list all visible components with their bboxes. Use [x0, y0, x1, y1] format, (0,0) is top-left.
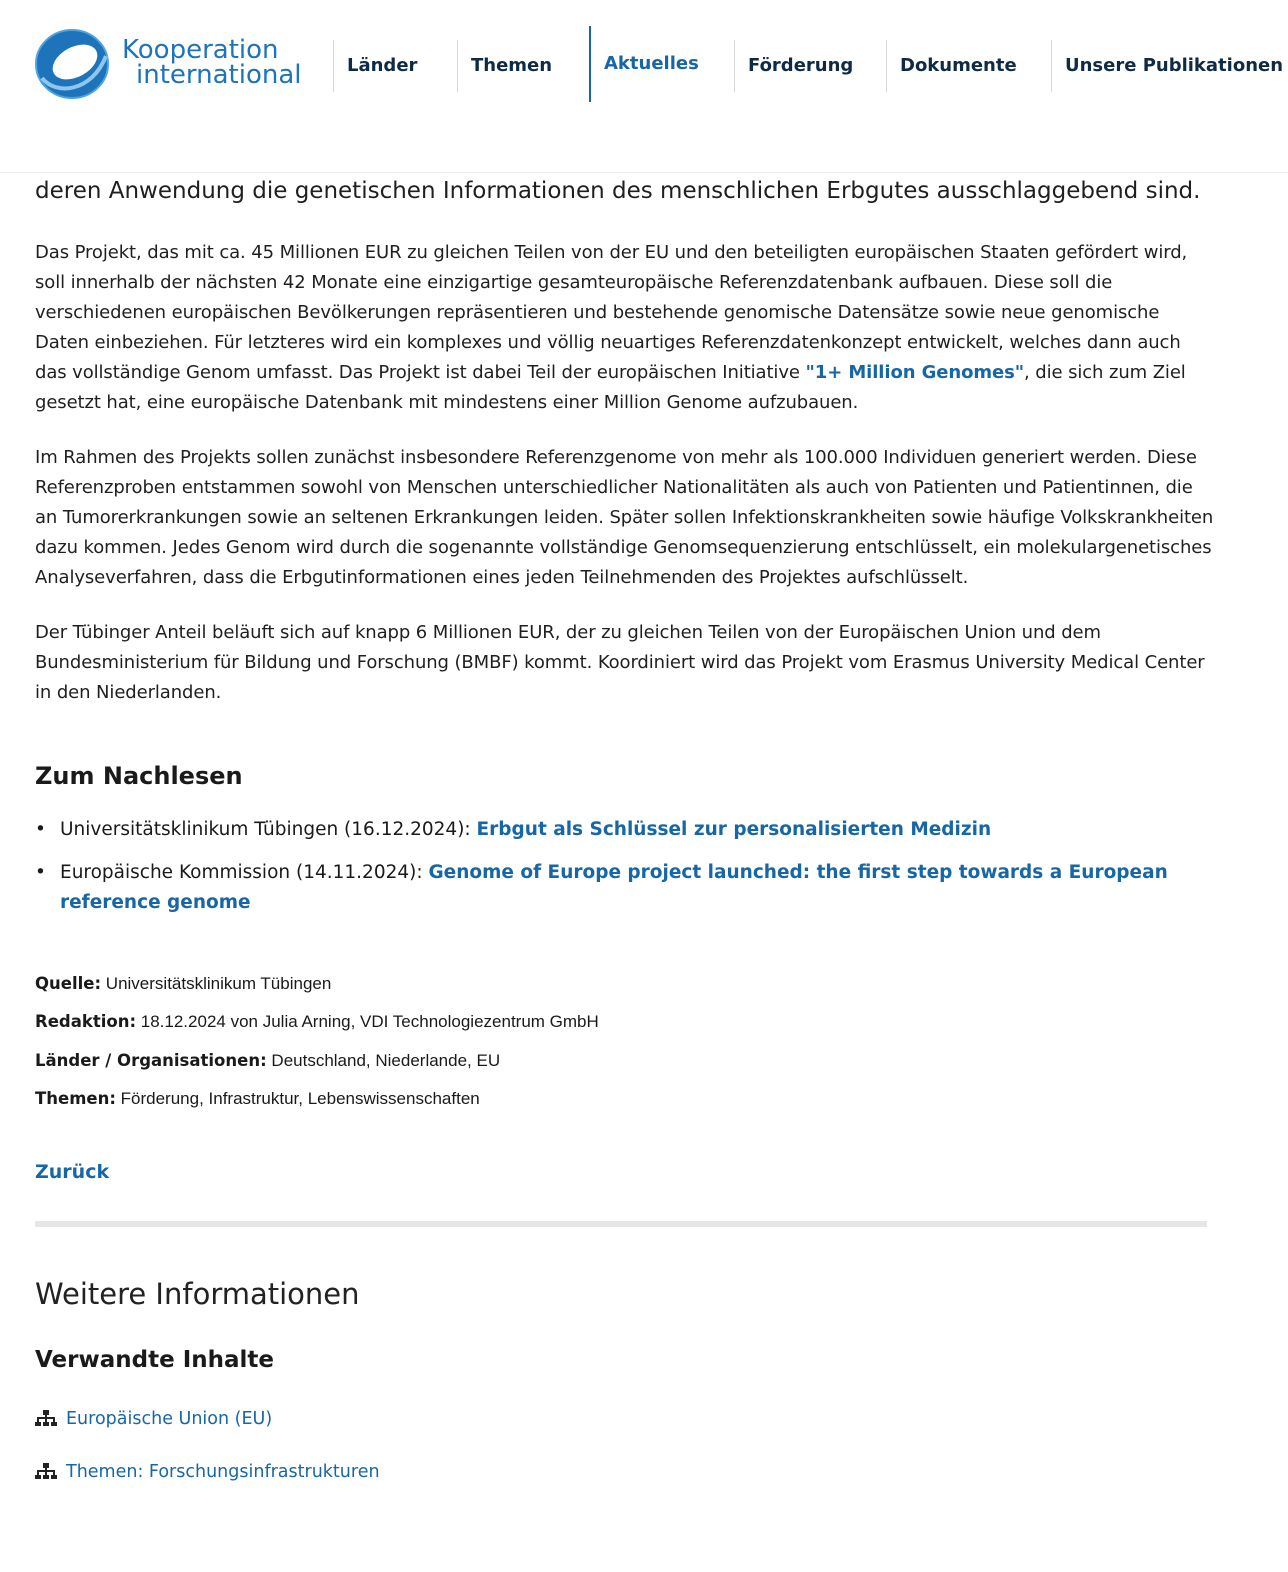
back-link[interactable]: Zurück — [35, 1161, 110, 1183]
nav-dokumente[interactable]: Dokumente — [886, 40, 1040, 92]
meta-countries — [35, 1051, 1215, 1071]
logo-text — [122, 35, 302, 90]
meta-countries-label: Länder / Organisationen: — [35, 1051, 267, 1070]
meta-topics-value: Förderung, Infrastruktur, Lebenswissenschaften — [115, 1089, 480, 1108]
reading-item-link[interactable]: Erbgut als Schlüssel zur personalisierten Medizin — [476, 819, 992, 840]
sitemap-icon — [35, 1410, 57, 1426]
list-item — [35, 815, 1215, 845]
related-link-label: Themen: Forschungsinfrastrukturen — [66, 1462, 380, 1482]
related-list — [35, 1407, 1215, 1484]
million-genomes-link[interactable]: "1+ Million Genomes" — [805, 362, 1025, 383]
reading-list — [35, 815, 1215, 918]
related-link-label: Europäische Union (EU) — [66, 1409, 273, 1429]
paragraph-1-text-end: , die sich zum Ziel gesetzt hat, eine europäische Datenbank mit mindestens einer Million Genome aufzubauen. — [35, 362, 1186, 413]
nav-aktuelles[interactable]: Aktuelles — [589, 26, 724, 102]
related-link-eu[interactable] — [35, 1407, 1215, 1431]
meta-topics-label: Themen: — [35, 1089, 116, 1108]
section-divider — [35, 1221, 1207, 1227]
site-logo[interactable] — [34, 26, 324, 106]
logo-line-1: Kooperation — [122, 35, 279, 65]
meta-editor-value: 18.12.2024 von Julia Arning, VDI Technologiezentrum GmbH — [136, 1012, 599, 1031]
list-item — [35, 858, 1215, 918]
reading-item-source: Universitätsklinikum Tübingen (16.12.2024): — [60, 819, 477, 840]
related-link-infrastrukturen[interactable] — [35, 1460, 1215, 1484]
article-meta — [35, 974, 1215, 1109]
meta-editor-label: Redaktion: — [35, 1012, 137, 1031]
meta-source-value: Universitätsklinikum Tübingen — [101, 974, 332, 993]
related-heading: Verwandte Inhalte — [35, 1347, 274, 1373]
article-paragraph-1 — [35, 238, 1215, 418]
site-header — [0, 0, 1288, 173]
reading-item-source: Europäische Kommission (14.11.2024): — [60, 862, 429, 883]
paragraph-1-text: Das Projekt, das mit ca. 45 Millionen EUR zu gleichen Teilen von der EU und den beteiligten europäischen Staaten gefördert wird, soll innerhalb der nächsten 42 Monate eine einzigartige gesamteuropäische Referenzdatenbank aufbauen. Diese soll die verschiedenen europäischen Bevölkerungen repräsentieren und bestehende genomische Datensätze sowie neue genomische Daten einbeziehen. Für letzteres wird ein komplexes und völlig neuartiges Referenzdatenkonzept entwickelt, welches dann auch das vollständige Genom umfasst. Das Projekt ist dabei Teil der europäischen Initiative — [35, 242, 1188, 383]
logo-line-2: international — [136, 60, 302, 90]
meta-topics — [35, 1089, 1215, 1109]
nav-themen[interactable]: Themen — [457, 40, 581, 92]
nav-foerderung[interactable]: Förderung — [734, 40, 878, 92]
meta-source — [35, 974, 1215, 994]
reading-item-link[interactable]: Genome of Europe project launched: the first step towards a European reference genome — [60, 862, 1168, 913]
further-info-heading: Weitere Informationen — [35, 1277, 360, 1311]
meta-countries-value: Deutschland, Niederlande, EU — [266, 1051, 501, 1070]
meta-editor — [35, 1012, 1215, 1032]
logo-ring-icon — [34, 26, 110, 102]
article-content — [35, 174, 1215, 1484]
article-paragraph-3: Der Tübinger Anteil beläuft sich auf knapp 6 Millionen EUR, der zu gleichen Teilen von der Europäischen Union und dem Bundesministerium für Bildung und Forschung (BMBF) kommt. Koordiniert wird das Projekt vom Erasmus University Medical Center in den Niederlanden. — [35, 622, 1205, 703]
reading-heading: Zum Nachlesen — [35, 762, 243, 790]
nav-publikationen[interactable]: Unsere Publikationen — [1051, 40, 1285, 92]
article-paragraph-2: Im Rahmen des Projekts sollen zunächst insbesondere Referenzgenome von mehr als 100.000 Individuen generiert werden. Diese Referenzproben entstammen sowohl von Menschen unterschiedlicher Nationalitäten als auch von Patienten und Patientinnen, die an Tumorerkrankungen sowie an seltenen Erkrankungen leiden. Später sollen Infektionskrankheiten sowie häufige Volkskrankheiten dazu kommen. Jedes Genom wird durch die sogenannte vollständige Genomsequenzierung entschlüsselt, ein molekulargenetisches Analyseverfahren, dass die Erbgutinformationen eines jeden Teilnehmenden des Projektes aufschlüsselt. — [35, 447, 1214, 588]
nav-laender[interactable]: Länder — [333, 40, 457, 92]
article-lead: deren Anwendung die genetischen Informationen des menschlichen Erbgutes ausschlaggebend sind. — [35, 178, 1201, 204]
meta-source-label: Quelle: — [35, 974, 102, 993]
sitemap-icon — [35, 1463, 57, 1479]
